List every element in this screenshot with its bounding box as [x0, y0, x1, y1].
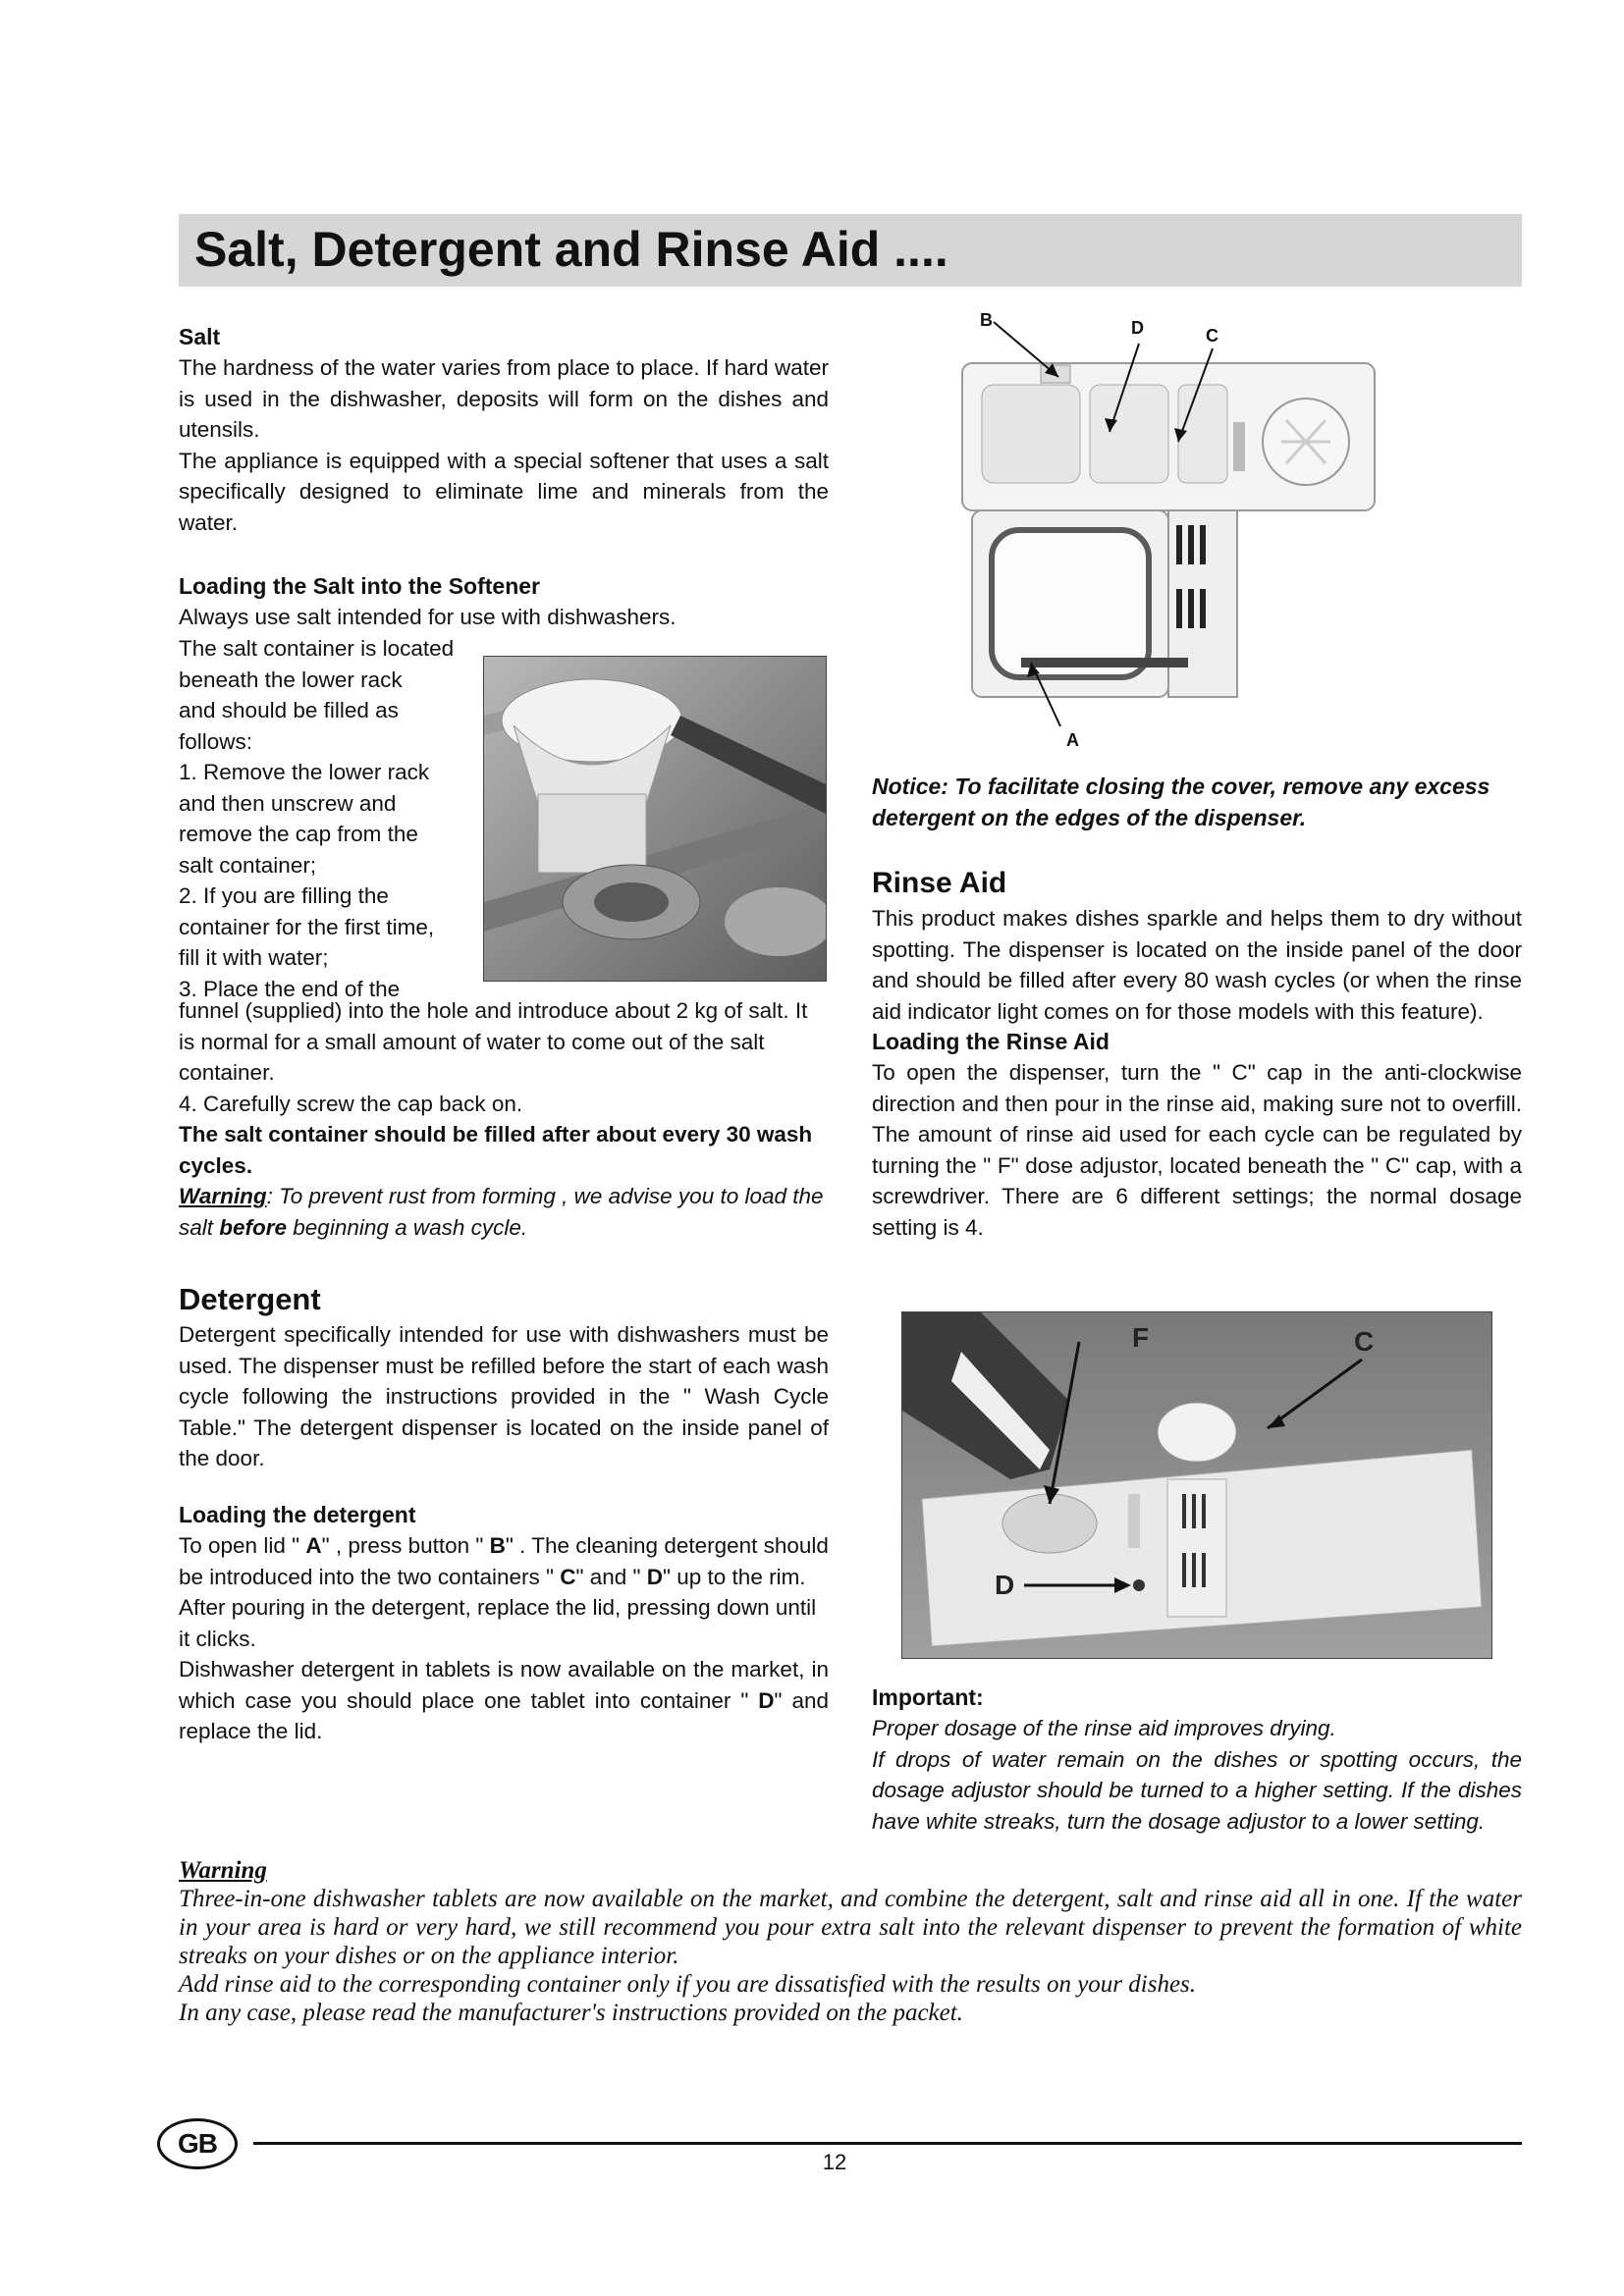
text-run: " . The cleaning detergent should be introduced into the two containers " [179, 1533, 829, 1589]
important-line-2: If drops of water remain on the dishes or spotting occurs, the dosage adjustor should be turned to a higher setting. If the dishes have white streaks, turn the dosage adjustor to a lower setting. [872, 1746, 1522, 1834]
dispenser-label-d: D [1131, 318, 1144, 338]
salt-loading-line: Always use salt intended for use with dishwashers. [179, 605, 677, 629]
text-run: C [560, 1564, 576, 1589]
salt-step-4: 4. Carefully screw the cap back on. [179, 1091, 523, 1116]
rinse-aid-paragraph: This product makes dishes sparkle and helps them to dry without spotting. The dispenser is located on the inside panel of the door and should be filled after every 80 wash cycles (or when the rinse aid indicator light comes on for those models with this feature). [872, 906, 1522, 1024]
text-run: " , press button " [321, 1533, 490, 1558]
text-run: D [758, 1687, 775, 1713]
photo-label-d: D [995, 1570, 1015, 1600]
warning-box [179, 1857, 1522, 2027]
rinse-aid-section [872, 864, 1522, 1243]
important-line-1: Proper dosage of the rinse aid improves drying. [872, 1716, 1336, 1740]
rinse-aid-loading-heading: Loading the Rinse Aid [872, 1029, 1110, 1054]
salt-funnel-illustration [484, 657, 826, 981]
salt-loading-line: remove the cap from the [179, 822, 418, 846]
salt-loading-line: and should be filled as [179, 698, 399, 722]
country-code: GB [178, 2128, 217, 2159]
salt-loading-line: salt container; [179, 852, 317, 878]
salt-loading-line: beneath the lower rack [179, 667, 403, 692]
salt-loading-line: and then unscrew and [179, 790, 397, 816]
salt-warning-bold: before [219, 1214, 288, 1240]
salt-warning-label: Warning [179, 1184, 267, 1208]
page-number: 12 [822, 2150, 847, 2174]
salt-section [179, 322, 829, 538]
detergent-paragraph: Detergent specifically intended for use with dishwashers must be used. The dispenser must be refilled before the start of each wash cycle following the instructions provided in the " Wash Cycle Table." The detergent dispenser is located on the inside panel of the door. [179, 1322, 829, 1470]
dispenser-illustration [943, 304, 1414, 756]
salt-paragraph-2: The appliance is equipped with a special softener that uses a salt specifically designed to eliminate lime and minerals from the water. [179, 448, 829, 535]
warning-paragraph-2: Add rinse aid to the corresponding container only if you are dissatisfied with the results on your dishes. [179, 1971, 1197, 1998]
text-run: " and " [575, 1564, 647, 1589]
salt-loading-line: 2. If you are filling the [179, 883, 389, 908]
salt-warning-text: : To prevent rust from forming , we advise you to load the salt [179, 1184, 824, 1240]
salt-loading-line: The salt container is located [179, 636, 455, 661]
notice-text: Notice: To facilitate closing the cover, remove any excess detergent on the edges of the dispenser. [872, 774, 1490, 830]
detergent-section [179, 1280, 829, 1474]
salt-loading-line: container for the first time, [179, 914, 435, 939]
notice [872, 772, 1522, 833]
warning-paragraph-3: In any case, please read the manufacturer's instructions provided on the packet. [179, 2000, 963, 2026]
dispenser-diagram [943, 304, 1414, 756]
salt-loading-line: 3. Place the end of the [179, 976, 401, 1001]
detergent-paragraph-3 [179, 1654, 829, 1747]
salt-loading-line: fill it with water; [179, 945, 329, 970]
footer-rule [253, 2142, 1522, 2145]
dispenser-label-b: B [980, 310, 993, 330]
text-run: B [489, 1533, 506, 1558]
salt-continued [179, 995, 829, 1243]
salt-loading-line: 1. Remove the lower rack [179, 760, 430, 784]
salt-warning [179, 1181, 829, 1243]
text-run: To open lid " [179, 1533, 306, 1558]
salt-loading-section [179, 571, 829, 633]
detergent-loading-text [179, 1530, 829, 1592]
text-run: A [305, 1533, 322, 1558]
text-run: Dishwasher detergent in tablets is now available on the market, in which case you should place one tablet into container " [179, 1657, 829, 1713]
text-run: " up to the rim. [663, 1564, 806, 1589]
salt-loading-heading: Loading the Salt into the Softener [179, 573, 540, 599]
dispenser-label-c: C [1206, 326, 1218, 346]
dispenser-label-a: A [1066, 730, 1079, 750]
detergent-paragraph-2: After pouring in the detergent, replace the lid, pressing down until it clicks. [179, 1595, 817, 1651]
text-run: D [646, 1564, 664, 1589]
salt-loading-line: follows: [179, 728, 253, 754]
rinse-aid-illustration [902, 1312, 1491, 1658]
rinse-aid-heading: Rinse Aid [872, 867, 1007, 899]
salt-heading: Salt [179, 324, 221, 349]
salt-paragraph-1: The hardness of the water varies from place to place. If hard water is used in the dishwasher, deposits will form on the dishes and utensils. [179, 355, 829, 442]
rinse-aid-photo [901, 1311, 1492, 1659]
warning-paragraph-1: Three-in-one dishwasher tablets are now available on the market, and combine the detergent, salt and rinse aid all in one. If the water in your area is hard or very hard, we still recommend you pour extra salt into the relevant dispenser to prevent the formation of white streaks on your dishes or on the appliance interior. [179, 1886, 1522, 1969]
detergent-loading-section [179, 1500, 829, 1747]
important-section [872, 1682, 1522, 1837]
salt-warning-text: beginning a wash cycle. [287, 1214, 528, 1240]
detergent-heading: Detergent [179, 1282, 321, 1316]
salt-loading-line: funnel (supplied) into the hole and introduce about 2 kg of salt. It is normal for a small amount of water to come out of the salt container. [179, 998, 808, 1085]
warning-heading: Warning [179, 1857, 267, 1884]
photo-label-f: F [1132, 1322, 1150, 1353]
rinse-aid-loading-paragraph: To open the dispenser, turn the " C" cap in the anti-clockwise direction and then pour in the rinse aid, making sure not to overfill. The amount of rinse aid used for each cycle can be regulated by turning the " F" dose adjustor, located beneath the " C" cap, with a screwdriver. There are 6 different settings; the normal dosage setting is 4. [872, 1060, 1522, 1240]
detergent-loading-heading: Loading the detergent [179, 1502, 416, 1527]
salt-container-photo [483, 656, 827, 982]
country-badge [157, 2118, 238, 2169]
salt-narrow-text [179, 633, 473, 1004]
text-run: " and replace the lid. [179, 1687, 830, 1743]
page-title: Salt, Detergent and Rinse Aid .... [194, 222, 948, 277]
important-heading: Important: [872, 1684, 984, 1710]
photo-label-c: C [1354, 1326, 1375, 1357]
salt-bold-note: The salt container should be filled after about every 30 wash cycles. [179, 1122, 813, 1178]
